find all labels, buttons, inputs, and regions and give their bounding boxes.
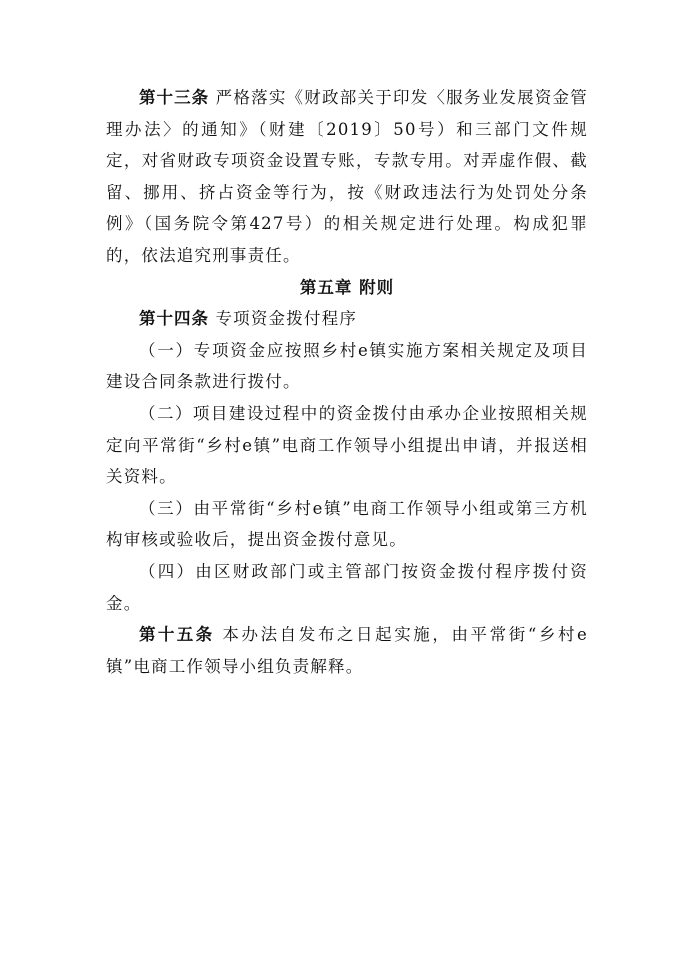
article-13-text: 严格落实《财政部关于印发〈服务业发展资金管理办法〉的通知》（财建〔2019〕50号）和三部门文件规定，对省财政专项资金设置专账，专款专用。对弄虚作假、截留、挪用、挤占资金等行为，按《财政违法行为处罚处分条例》（国务院令第427号）的相关规定进行处理。构成犯罪的，依法追究刑事责任。 bbox=[106, 88, 588, 265]
article-15-paragraph bbox=[106, 619, 588, 682]
article-14-item-1: （一）专项资金应按照乡村e镇实施方案相关规定及项目建设合同条款进行拨付。 bbox=[106, 340, 588, 392]
document-page bbox=[106, 82, 588, 682]
article-14-paragraph bbox=[106, 303, 588, 335]
article-14-heading: 第十四条 bbox=[139, 309, 209, 329]
chapter-5-title: 第五章 附则 bbox=[299, 277, 395, 297]
article-15-heading: 第十五条 bbox=[139, 625, 215, 645]
article-14-text: 专项资金拨付程序 bbox=[209, 309, 358, 329]
article-14-item-4: （四）由区财政部门或主管部门按资金拨付程序拨付资金。 bbox=[106, 561, 588, 613]
article-13-heading: 第十三条 bbox=[139, 88, 210, 107]
article-15-text: 本办法自发布之日起实施，由平常街“乡村e镇”电商工作领导小组负责解释。 bbox=[106, 625, 588, 676]
article-13-paragraph bbox=[106, 82, 588, 272]
article-14-item-2: （二）项目建设过程中的资金拨付由承办企业按照相关规定向平常街“乡村e镇”电商工作领导小组提出申请，并报送相关资料。 bbox=[106, 403, 588, 487]
article-14-item-3: （三）由平常街“乡村e镇”电商工作领导小组或第三方机构审核或验收后，提出资金拨付意见。 bbox=[106, 498, 588, 550]
